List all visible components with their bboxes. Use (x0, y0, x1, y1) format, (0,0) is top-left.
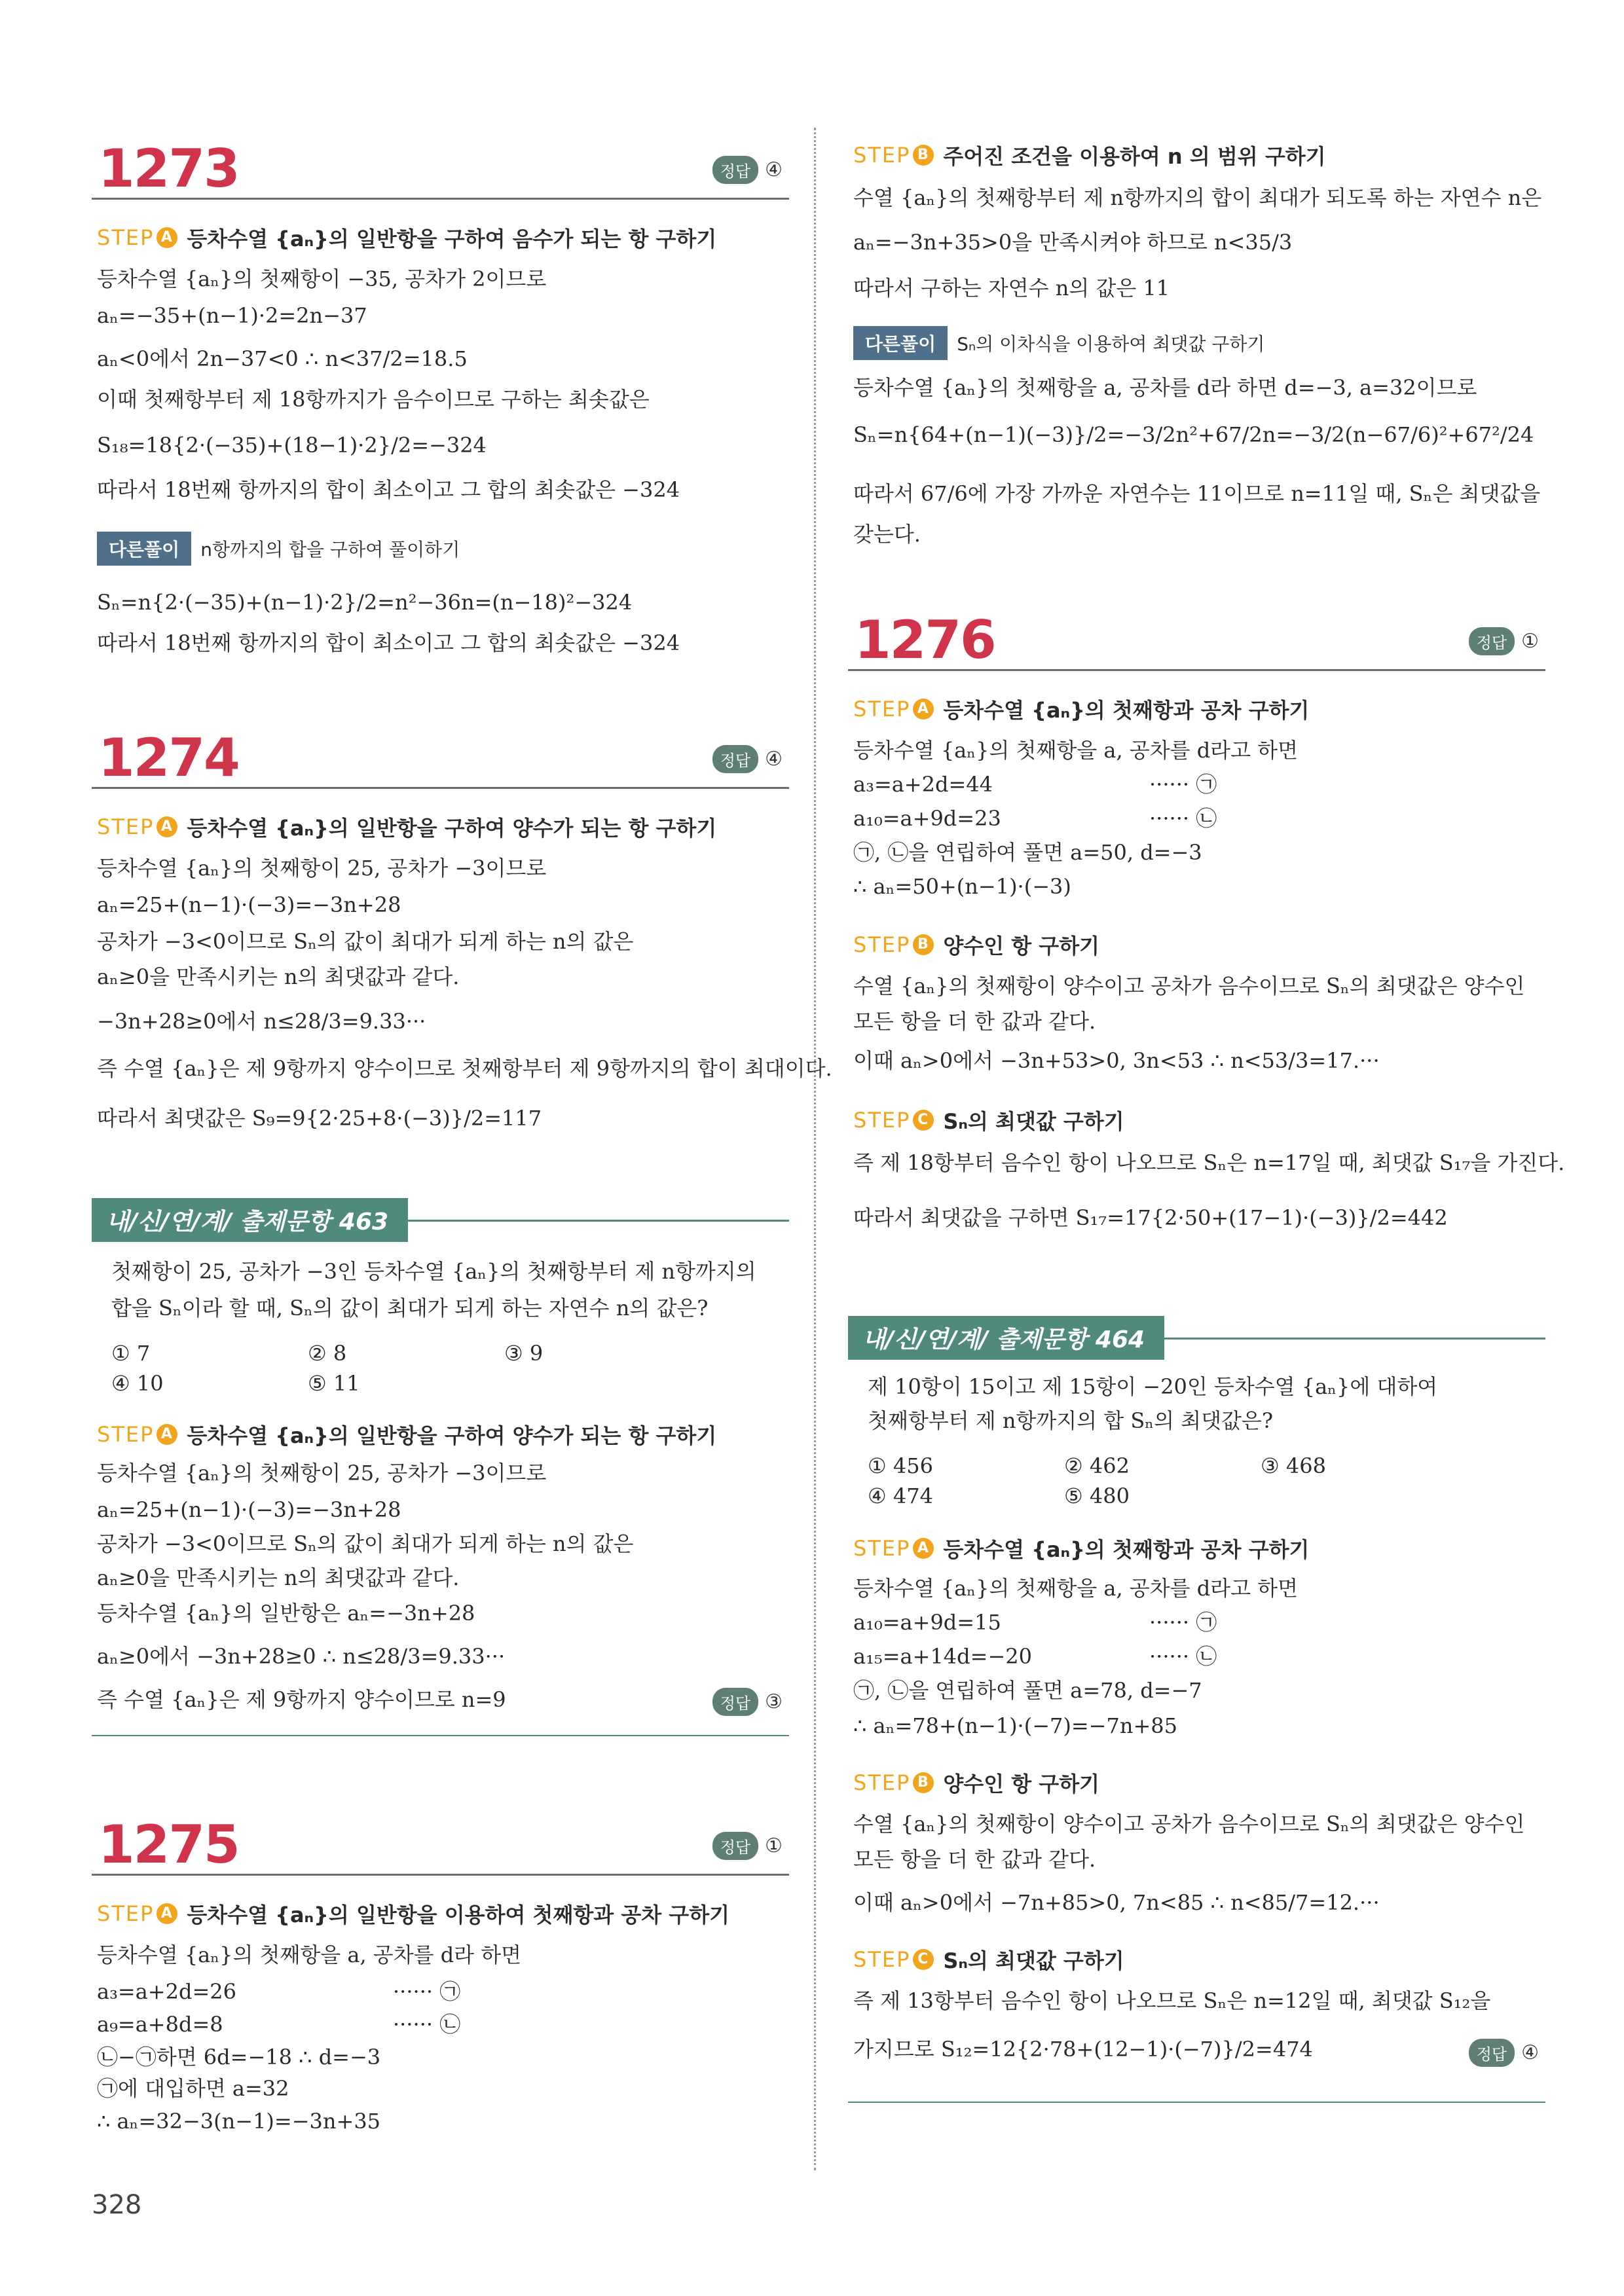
solution-line: a₁₀=a+9d=15 (853, 1610, 1001, 1635)
question-line: 첫째항부터 제 n항까지의 합 Sₙ의 최댓값은? (868, 1408, 1273, 1433)
answer-badge: 정답 (1469, 627, 1515, 655)
solution-line: 등차수열 {aₙ}의 첫째항을 a, 공차를 d라 하면 d=−3, a=32이므로 (853, 375, 1477, 400)
step-tag: STEP A (853, 1536, 934, 1561)
step-title: 등차수열 {aₙ}의 일반항을 이용하여 첫째항과 공차 구하기 (187, 1903, 730, 1927)
solution-line: 이때 aₙ>0에서 −7n+85>0, 7n<85 ∴ n<85/7=12.··· (853, 1890, 1380, 1915)
solution-line: Sₙ=n{2·(−35)+(n−1)·2}/2=n²−36n=(n−18)²−324 (97, 590, 633, 615)
solution-line: 등차수열 {aₙ}의 첫째항을 a, 공차를 d라 하면 (97, 1942, 522, 1967)
choice[interactable]: ③ 9 (504, 1341, 544, 1366)
step-title: 등차수열 {aₙ}의 일반항을 구하여 음수가 되는 항 구하기 (187, 227, 717, 251)
solution-line: ∴ aₙ=32−3(n−1)=−3n+35 (97, 2109, 381, 2134)
answer-mark (712, 745, 783, 773)
solution-line: 공차가 −3<0이므로 Sₙ의 값이 최대가 되게 하는 n의 값은 (97, 1531, 634, 1556)
solution-line: 등차수열 {aₙ}의 첫째항이 25, 공차가 −3이므로 (97, 1461, 547, 1485)
solution-line: 가지므로 S₁₂=12{2·78+(12−1)·(−7)}/2=474 (853, 2037, 1313, 2062)
solution-line: 수열 {aₙ}의 첫째항이 양수이고 공차가 음수이므로 Sₙ의 최댓값은 양수인 (853, 974, 1525, 998)
problem-number: 1273 (98, 138, 239, 199)
step-a-heading (97, 1899, 729, 1929)
step-tag: STEP B (853, 1770, 934, 1795)
equation-mark: ······ ㉠ (393, 1979, 461, 2004)
equation-mark: ······ ㉡ (393, 2012, 461, 2037)
solution-line: 즉 제 13항부터 음수인 항이 나오므로 Sₙ은 n=12일 때, 최댓값 S₁₂을 (853, 1988, 1491, 2013)
solution-line: a₁₀=a+9d=23 (853, 806, 1001, 831)
solution-line: ㉠에 대입하면 a=32 (97, 2076, 289, 2101)
rule (92, 787, 789, 789)
answer-mark (712, 156, 783, 184)
solution-line: 공차가 −3<0이므로 Sₙ의 값이 최대가 되게 하는 n의 값은 (97, 929, 634, 954)
alt-badge: 다른풀이 (97, 532, 191, 566)
step-a-heading (97, 812, 716, 842)
solution-line: a₉=a+8d=8 (97, 2012, 223, 2037)
solution-line: 모든 항을 더 한 값과 같다. (853, 1847, 1096, 1872)
step-title: 양수인 항 구하기 (943, 934, 1100, 958)
solution-line: 따라서 18번째 항까지의 합이 최소이고 그 합의 최솟값은 −324 (97, 630, 680, 655)
naesin-header (92, 1198, 408, 1242)
solution-line: 등차수열 {aₙ}의 일반항은 aₙ=−3n+28 (97, 1601, 475, 1626)
answer-value: ③ (765, 1690, 783, 1713)
solution-line: 수열 {aₙ}의 첫째항부터 제 n항까지의 합이 최대가 되도록 하는 자연수 n은 (853, 185, 1542, 210)
solution-line: 이때 aₙ>0에서 −3n+53>0, 3n<53 ∴ n<53/3=17.··· (853, 1048, 1380, 1073)
step-tag: STEP A (853, 697, 934, 721)
step-a-heading (853, 1533, 1309, 1563)
answer-badge: 정답 (712, 1832, 758, 1860)
solution-line: 수열 {aₙ}의 첫째항이 양수이고 공차가 음수이므로 Sₙ의 최댓값은 양수인 (853, 1812, 1525, 1836)
naesin-header (848, 1316, 1164, 1360)
solution-line: 따라서 67/6에 가장 가까운 자연수는 11이므로 n=11일 때, Sₙ은 최댓값을 (853, 481, 1541, 506)
answer-value: ④ (765, 158, 783, 181)
solution-line: 등차수열 {aₙ}의 첫째항이 25, 공차가 −3이므로 (97, 856, 547, 881)
answer-value: ① (765, 1834, 783, 1857)
equation-mark: ······ ㉡ (1149, 806, 1217, 831)
solution-line: aₙ=25+(n−1)·(−3)=−3n+28 (97, 892, 401, 917)
step-b-heading (853, 140, 1326, 170)
answer-value: ④ (765, 748, 783, 771)
solution-line: a₁₅=a+14d=−20 (853, 1644, 1032, 1669)
step-a-heading (97, 1419, 716, 1449)
solution-line: aₙ≥0에서 −3n+28≥0 ∴ n≤28/3=9.33··· (97, 1644, 506, 1669)
solution-line: aₙ=−3n+35>0을 만족시켜야 하므로 n<35/3 (853, 230, 1293, 255)
solution-line: a₃=a+2d=44 (853, 772, 993, 797)
step-title: Sₙ의 최댓값 구하기 (943, 1948, 1124, 1973)
solution-line: 따라서 최댓값은 S₉=9{2·25+8·(−3)}/2=117 (97, 1106, 542, 1131)
answer-mark (1469, 627, 1539, 655)
solution-line: ㉠, ㉡을 연립하여 풀면 a=78, d=−7 (853, 1678, 1202, 1703)
solution-line: 이때 첫째항부터 제 18항까지가 음수이므로 구하는 최솟값은 (97, 387, 650, 412)
rule (92, 1874, 789, 1876)
choice[interactable]: ④ 474 (868, 1484, 933, 1508)
solution-line: 등차수열 {aₙ}의 첫째항을 a, 공차를 d라고 하면 (853, 1576, 1298, 1601)
choice[interactable]: ② 462 (1064, 1453, 1130, 1478)
step-tag: STEP B (853, 143, 934, 168)
rule (92, 198, 789, 200)
solution-line: 따라서 최댓값을 구하면 S₁₇=17{2·50+(17−1)·(−3)}/2=442 (853, 1205, 1448, 1230)
rule (848, 2102, 1545, 2103)
rule (848, 669, 1545, 671)
solution-line: aₙ=25+(n−1)·(−3)=−3n+28 (97, 1497, 401, 1522)
naesin-label: 내/신/연/계/ 출제문항 463 (92, 1198, 408, 1242)
step-title: 등차수열 {aₙ}의 일반항을 구하여 양수가 되는 항 구하기 (187, 1423, 717, 1448)
answer-badge: 정답 (712, 156, 758, 184)
question-line: 합을 Sₙ이라 할 때, Sₙ의 값이 최대가 되게 하는 자연수 n의 값은? (111, 1296, 709, 1321)
solution-line: ㉠, ㉡을 연립하여 풀면 a=50, d=−3 (853, 840, 1202, 865)
solution-line: 즉 수열 {aₙ}은 제 9항까지 양수이므로 n=9 (97, 1687, 506, 1712)
solution-line: Sₙ=n{64+(n−1)(−3)}/2=−3/2n²+67/2n=−3/2(n−67/6)²+67²/24 (853, 422, 1534, 447)
choice[interactable]: ⑤ 11 (308, 1371, 360, 1396)
question-line: 첫째항이 25, 공차가 −3인 등차수열 {aₙ}의 첫째항부터 제 n항까지의 (111, 1259, 756, 1284)
step-tag: STEP A (97, 1901, 177, 1926)
column-divider (814, 128, 816, 2170)
alt-solution-heading (853, 326, 1264, 360)
step-tag: STEP A (97, 225, 177, 250)
choice[interactable]: ① 7 (111, 1341, 151, 1366)
solution-line: aₙ<0에서 2n−37<0 ∴ n<37/2=18.5 (97, 346, 468, 371)
equation-mark: ······ ㉠ (1149, 1610, 1217, 1635)
answer-value: ④ (1521, 2041, 1539, 2064)
step-a-heading (853, 694, 1309, 724)
answer-badge: 정답 (712, 745, 758, 773)
step-a-heading (97, 223, 716, 253)
alt-title: Sₙ의 이차식을 이용하여 최댓값 구하기 (957, 333, 1265, 355)
step-title: 주어진 조건을 이용하여 n 의 범위 구하기 (943, 144, 1326, 169)
step-b-heading (853, 930, 1099, 960)
step-title: 등차수열 {aₙ}의 첫째항과 공차 구하기 (943, 698, 1310, 723)
step-c-heading (853, 1944, 1124, 1975)
solution-line: ㉡−㉠하면 6d=−18 ∴ d=−3 (97, 2045, 381, 2069)
equation-mark: ······ ㉠ (1149, 772, 1217, 797)
problem-number: 1275 (98, 1814, 239, 1875)
answer-badge: 정답 (1469, 2039, 1515, 2067)
step-b-heading (853, 1768, 1099, 1798)
solution-line: S₁₈=18{2·(−35)+(18−1)·2}/2=−324 (97, 433, 487, 458)
solution-line: 모든 항을 더 한 값과 같다. (853, 1009, 1096, 1034)
alt-solution-heading (97, 532, 460, 566)
answer-mark (712, 1688, 783, 1716)
answer-mark (712, 1832, 783, 1860)
step-tag: STEP C (853, 1947, 934, 1972)
solution-line: −3n+28≥0에서 n≤28/3=9.33··· (97, 1009, 426, 1034)
naesin-label: 내/신/연/계/ 출제문항 464 (848, 1316, 1164, 1360)
choice[interactable]: ① 456 (868, 1453, 933, 1478)
answer-badge: 정답 (712, 1688, 758, 1716)
solution-line: aₙ=−35+(n−1)·2=2n−37 (97, 303, 367, 328)
step-title: Sₙ의 최댓값 구하기 (943, 1109, 1124, 1134)
solution-line: 따라서 18번째 항까지의 합이 최소이고 그 합의 최솟값은 −324 (97, 477, 680, 502)
alt-title: n항까지의 합을 구하여 풀이하기 (200, 539, 460, 560)
solution-line: 즉 수열 {aₙ}은 제 9항까지 양수이므로 첫째항부터 제 9항까지의 합이 최대이다. (97, 1056, 832, 1081)
choice[interactable]: ② 8 (308, 1341, 347, 1366)
solution-line: 갖는다. (853, 522, 921, 547)
problem-number: 1276 (855, 610, 995, 670)
page-number: 328 (92, 2190, 142, 2220)
step-c-heading (853, 1105, 1124, 1135)
solution-line: 즉 제 18항부터 음수인 항이 나오므로 Sₙ은 n=17일 때, 최댓값 S₁₇을 가진다. (853, 1150, 1565, 1175)
solution-line: aₙ≥0을 만족시키는 n의 최댓값과 같다. (97, 964, 460, 989)
answer-value: ① (1521, 630, 1539, 653)
choice[interactable]: ⑤ 480 (1064, 1484, 1130, 1508)
step-tag: STEP A (97, 814, 177, 839)
step-tag: STEP C (853, 1108, 934, 1133)
solution-line: ∴ aₙ=50+(n−1)·(−3) (853, 874, 1071, 899)
step-title: 등차수열 {aₙ}의 일반항을 구하여 양수가 되는 항 구하기 (187, 816, 717, 841)
problem-number: 1274 (98, 727, 239, 788)
solution-line: 따라서 구하는 자연수 n의 값은 11 (853, 276, 1170, 301)
equation-mark: ······ ㉡ (1149, 1644, 1217, 1669)
question-line: 제 10항이 15이고 제 15항이 −20인 등차수열 {aₙ}에 대하여 (868, 1374, 1438, 1399)
step-title: 양수인 항 구하기 (943, 1772, 1100, 1796)
solution-line: ∴ aₙ=78+(n−1)·(−7)=−7n+85 (853, 1713, 1177, 1738)
solution-line: 등차수열 {aₙ}의 첫째항이 −35, 공차가 2이므로 (97, 266, 547, 291)
step-tag: STEP B (853, 932, 934, 957)
solution-line: a₃=a+2d=26 (97, 1979, 236, 2004)
rule (92, 1735, 789, 1736)
step-title: 등차수열 {aₙ}의 첫째항과 공차 구하기 (943, 1537, 1310, 1562)
solution-line: 등차수열 {aₙ}의 첫째항을 a, 공차를 d라고 하면 (853, 738, 1298, 763)
choice[interactable]: ③ 468 (1261, 1453, 1326, 1478)
alt-badge: 다른풀이 (853, 326, 948, 360)
step-tag: STEP A (97, 1422, 177, 1447)
choice[interactable]: ④ 10 (111, 1371, 164, 1396)
solution-line: aₙ≥0을 만족시키는 n의 최댓값과 같다. (97, 1565, 460, 1590)
answer-mark (1469, 2039, 1539, 2067)
